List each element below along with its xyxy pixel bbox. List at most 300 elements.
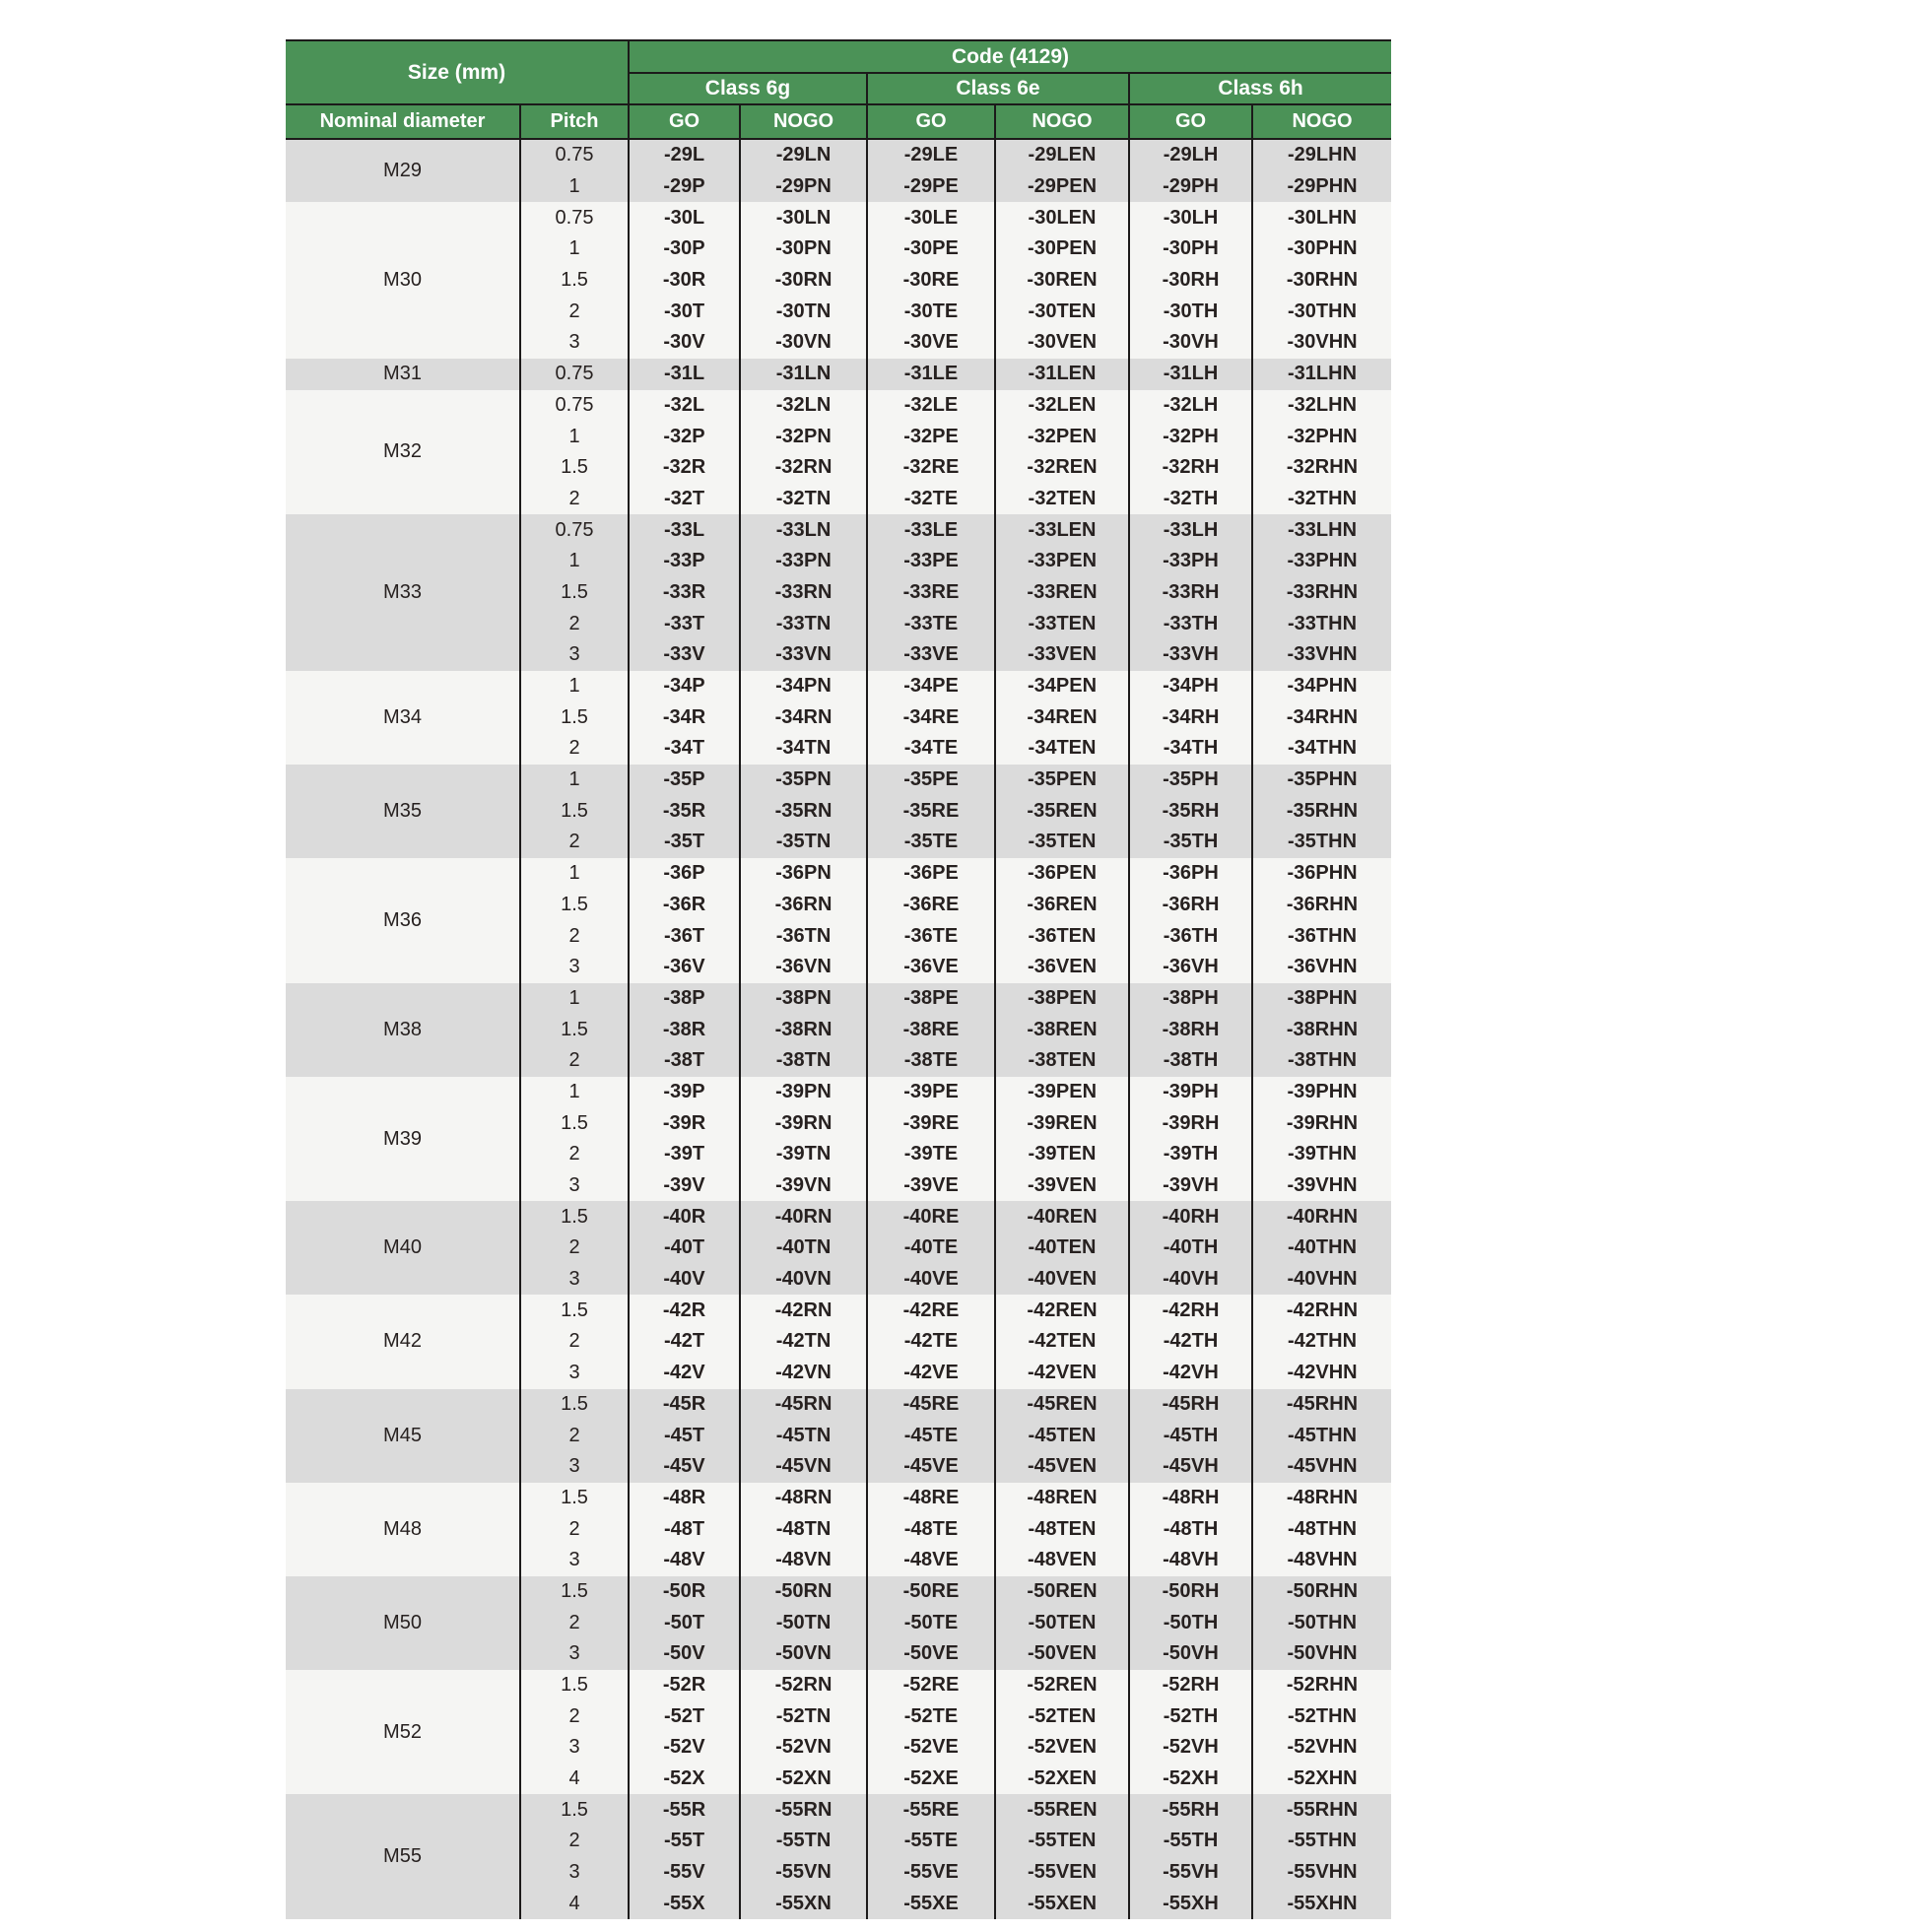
table-row	[286, 1389, 1391, 1421]
header-go-6e: GO	[867, 104, 995, 139]
go-6e-code-cell: -42VE	[867, 1358, 995, 1389]
go-6g-code-cell: -52X	[629, 1764, 740, 1795]
nogo-6h-code-cell: -33VHN	[1252, 639, 1391, 671]
pitch-cell: 0.75	[520, 202, 629, 233]
pitch-cell: 0.75	[520, 359, 629, 390]
nogo-6g-code-cell: -52XN	[740, 1764, 867, 1795]
pitch-cell: 1.5	[520, 1107, 629, 1139]
go-6h-code-cell: -30RH	[1129, 265, 1252, 297]
nogo-6e-code-cell: -33PEN	[995, 546, 1129, 577]
go-6h-code-cell: -50VH	[1129, 1638, 1252, 1670]
go-6e-code-cell: -34PE	[867, 671, 995, 702]
nogo-6g-code-cell: -45VN	[740, 1451, 867, 1483]
pitch-cell: 2	[520, 1420, 629, 1451]
nogo-6g-code-cell: -32RN	[740, 452, 867, 484]
go-6e-code-cell: -36RE	[867, 890, 995, 921]
go-6e-code-cell: -38RE	[867, 1014, 995, 1045]
nogo-6g-code-cell: -40RN	[740, 1201, 867, 1232]
nogo-6h-code-cell: -42RHN	[1252, 1295, 1391, 1326]
go-6g-code-cell: -52V	[629, 1732, 740, 1764]
go-6e-code-cell: -48RE	[867, 1483, 995, 1514]
header-size-mm: Size (mm)	[286, 40, 629, 104]
go-6g-code-cell: -34T	[629, 733, 740, 765]
nogo-6g-code-cell: -36TN	[740, 920, 867, 952]
nogo-6g-code-cell: -35PN	[740, 765, 867, 796]
nogo-6e-code-cell: -33VEN	[995, 639, 1129, 671]
go-6g-code-cell: -33T	[629, 608, 740, 639]
nogo-6e-code-cell: -30TEN	[995, 296, 1129, 327]
nogo-6h-code-cell: -38PHN	[1252, 983, 1391, 1015]
go-6h-code-cell: -32LH	[1129, 390, 1252, 422]
pitch-cell: 0.75	[520, 514, 629, 546]
go-6g-code-cell: -35R	[629, 795, 740, 827]
nogo-6g-code-cell: -48VN	[740, 1545, 867, 1576]
nogo-6e-code-cell: -52VEN	[995, 1732, 1129, 1764]
nogo-6g-code-cell: -42RN	[740, 1295, 867, 1326]
go-6e-code-cell: -33LE	[867, 514, 995, 546]
table-row	[286, 202, 1391, 233]
pitch-cell: 1.5	[520, 1794, 629, 1826]
header-row-titles	[286, 40, 1391, 73]
nogo-6h-code-cell: -52THN	[1252, 1700, 1391, 1732]
go-6g-code-cell: -50V	[629, 1638, 740, 1670]
nogo-6h-code-cell: -33THN	[1252, 608, 1391, 639]
go-6h-code-cell: -34PH	[1129, 671, 1252, 702]
nogo-6e-code-cell: -39PEN	[995, 1077, 1129, 1108]
nogo-6g-code-cell: -52VN	[740, 1732, 867, 1764]
table-row	[286, 765, 1391, 796]
nogo-6e-code-cell: -42REN	[995, 1295, 1129, 1326]
go-6e-code-cell: -34RE	[867, 701, 995, 733]
pitch-cell: 2	[520, 1232, 629, 1264]
go-6g-code-cell: -55V	[629, 1857, 740, 1889]
nogo-6e-code-cell: -33LEN	[995, 514, 1129, 546]
go-6g-code-cell: -39T	[629, 1139, 740, 1170]
pitch-cell: 2	[520, 1513, 629, 1545]
nogo-6h-code-cell: -36THN	[1252, 920, 1391, 952]
nogo-6e-code-cell: -32REN	[995, 452, 1129, 484]
nogo-6g-code-cell: -39RN	[740, 1107, 867, 1139]
go-6e-code-cell: -48TE	[867, 1513, 995, 1545]
table-row	[286, 1077, 1391, 1108]
go-6e-code-cell: -33TE	[867, 608, 995, 639]
nogo-6e-code-cell: -55VEN	[995, 1857, 1129, 1889]
go-6h-code-cell: -33RH	[1129, 577, 1252, 609]
nogo-6g-code-cell: -55RN	[740, 1794, 867, 1826]
nogo-6h-code-cell: -29PHN	[1252, 171, 1391, 203]
go-6g-code-cell: -52R	[629, 1670, 740, 1701]
go-6e-code-cell: -50TE	[867, 1607, 995, 1638]
pitch-cell: 2	[520, 733, 629, 765]
pitch-cell: 2	[520, 1700, 629, 1732]
nogo-6g-code-cell: -38TN	[740, 1045, 867, 1077]
diameter-cell: M45	[286, 1389, 520, 1483]
go-6h-code-cell: -33TH	[1129, 608, 1252, 639]
go-6h-code-cell: -48RH	[1129, 1483, 1252, 1514]
nogo-6g-code-cell: -38PN	[740, 983, 867, 1015]
go-6g-code-cell: -30V	[629, 327, 740, 359]
pitch-cell: 4	[520, 1889, 629, 1920]
nogo-6g-code-cell: -35RN	[740, 795, 867, 827]
go-6e-code-cell: -39TE	[867, 1139, 995, 1170]
go-6h-code-cell: -36VH	[1129, 952, 1252, 983]
nogo-6e-code-cell: -30LEN	[995, 202, 1129, 233]
pitch-cell: 1.5	[520, 577, 629, 609]
diameter-cell: M33	[286, 514, 520, 670]
go-6h-code-cell: -55TH	[1129, 1826, 1252, 1857]
go-6h-code-cell: -38TH	[1129, 1045, 1252, 1077]
nogo-6e-code-cell: -50TEN	[995, 1607, 1129, 1638]
go-6e-code-cell: -32TE	[867, 484, 995, 515]
pitch-cell: 1	[520, 233, 629, 265]
pitch-cell: 1.5	[520, 1576, 629, 1608]
go-6g-code-cell: -29L	[629, 139, 740, 171]
nogo-6e-code-cell: -38PEN	[995, 983, 1129, 1015]
nogo-6h-code-cell: -45THN	[1252, 1420, 1391, 1451]
nogo-6e-code-cell: -38TEN	[995, 1045, 1129, 1077]
go-6g-code-cell: -55R	[629, 1794, 740, 1826]
nogo-6h-code-cell: -48RHN	[1252, 1483, 1391, 1514]
nogo-6h-code-cell: -39THN	[1252, 1139, 1391, 1170]
nogo-6h-code-cell: -52XHN	[1252, 1764, 1391, 1795]
nogo-6g-code-cell: -30VN	[740, 327, 867, 359]
go-6h-code-cell: -45TH	[1129, 1420, 1252, 1451]
nogo-6g-code-cell: -38RN	[740, 1014, 867, 1045]
pitch-cell: 3	[520, 952, 629, 983]
header-pitch: Pitch	[520, 104, 629, 139]
nogo-6g-code-cell: -45RN	[740, 1389, 867, 1421]
pitch-cell: 1.5	[520, 1201, 629, 1232]
go-6e-code-cell: -29PE	[867, 171, 995, 203]
nogo-6h-code-cell: -30PHN	[1252, 233, 1391, 265]
pitch-cell: 2	[520, 920, 629, 952]
nogo-6g-code-cell: -30PN	[740, 233, 867, 265]
diameter-cell: M30	[286, 202, 520, 358]
nogo-6g-code-cell: -33PN	[740, 546, 867, 577]
nogo-6g-code-cell: -34TN	[740, 733, 867, 765]
go-6h-code-cell: -42TH	[1129, 1326, 1252, 1358]
table-row	[286, 1670, 1391, 1701]
header-nominal-diameter: Nominal diameter	[286, 104, 520, 139]
nogo-6h-code-cell: -30RHN	[1252, 265, 1391, 297]
pitch-cell: 1.5	[520, 1389, 629, 1421]
nogo-6h-code-cell: -45RHN	[1252, 1389, 1391, 1421]
nogo-6g-code-cell: -52RN	[740, 1670, 867, 1701]
nogo-6e-code-cell: -29LEN	[995, 139, 1129, 171]
pitch-cell: 1	[520, 765, 629, 796]
go-6e-code-cell: -39RE	[867, 1107, 995, 1139]
nogo-6e-code-cell: -52TEN	[995, 1700, 1129, 1732]
go-6e-code-cell: -32LE	[867, 390, 995, 422]
go-6h-code-cell: -45RH	[1129, 1389, 1252, 1421]
go-6g-code-cell: -30L	[629, 202, 740, 233]
go-6g-code-cell: -45R	[629, 1389, 740, 1421]
nogo-6e-code-cell: -30PEN	[995, 233, 1129, 265]
nogo-6g-code-cell: -30RN	[740, 265, 867, 297]
table-body	[286, 139, 1391, 1919]
nogo-6h-code-cell: -39RHN	[1252, 1107, 1391, 1139]
go-6h-code-cell: -38PH	[1129, 983, 1252, 1015]
go-6e-code-cell: -45TE	[867, 1420, 995, 1451]
nogo-6h-code-cell: -38THN	[1252, 1045, 1391, 1077]
header-go-6h: GO	[1129, 104, 1252, 139]
nogo-6e-code-cell: -39VEN	[995, 1170, 1129, 1202]
pitch-cell: 1	[520, 983, 629, 1015]
header-class-6h: Class 6h	[1129, 73, 1391, 104]
go-6h-code-cell: -50TH	[1129, 1607, 1252, 1638]
nogo-6g-code-cell: -50RN	[740, 1576, 867, 1608]
go-6g-code-cell: -48T	[629, 1513, 740, 1545]
pitch-cell: 3	[520, 1264, 629, 1296]
nogo-6g-code-cell: -34RN	[740, 701, 867, 733]
go-6g-code-cell: -35T	[629, 827, 740, 858]
go-6g-code-cell: -48R	[629, 1483, 740, 1514]
go-6e-code-cell: -48VE	[867, 1545, 995, 1576]
nogo-6g-code-cell: -32TN	[740, 484, 867, 515]
go-6e-code-cell: -52XE	[867, 1764, 995, 1795]
nogo-6e-code-cell: -34PEN	[995, 671, 1129, 702]
header-nogo-6g: NOGO	[740, 104, 867, 139]
pitch-cell: 2	[520, 484, 629, 515]
nogo-6e-code-cell: -31LEN	[995, 359, 1129, 390]
table-row	[286, 1201, 1391, 1232]
nogo-6h-code-cell: -32LHN	[1252, 390, 1391, 422]
pitch-cell: 3	[520, 1732, 629, 1764]
go-6h-code-cell: -39VH	[1129, 1170, 1252, 1202]
go-6g-code-cell: -36V	[629, 952, 740, 983]
nogo-6e-code-cell: -52XEN	[995, 1764, 1129, 1795]
go-6e-code-cell: -36VE	[867, 952, 995, 983]
diameter-cell: M29	[286, 139, 520, 202]
diameter-cell: M52	[286, 1670, 520, 1795]
diameter-cell: M31	[286, 359, 520, 390]
go-6g-code-cell: -42R	[629, 1295, 740, 1326]
pitch-cell: 1.5	[520, 1295, 629, 1326]
nogo-6e-code-cell: -39REN	[995, 1107, 1129, 1139]
nogo-6e-code-cell: -36TEN	[995, 920, 1129, 952]
nogo-6e-code-cell: -52REN	[995, 1670, 1129, 1701]
diameter-cell: M35	[286, 765, 520, 858]
go-6h-code-cell: -33VH	[1129, 639, 1252, 671]
go-6h-code-cell: -55VH	[1129, 1857, 1252, 1889]
pitch-cell: 2	[520, 1607, 629, 1638]
go-6h-code-cell: -52TH	[1129, 1700, 1252, 1732]
pitch-cell: 1.5	[520, 890, 629, 921]
nogo-6g-code-cell: -39TN	[740, 1139, 867, 1170]
nogo-6g-code-cell: -36RN	[740, 890, 867, 921]
pitch-cell: 1.5	[520, 452, 629, 484]
pitch-cell: 0.75	[520, 139, 629, 171]
nogo-6g-code-cell: -32LN	[740, 390, 867, 422]
nogo-6e-code-cell: -45REN	[995, 1389, 1129, 1421]
go-6g-code-cell: -33V	[629, 639, 740, 671]
nogo-6e-code-cell: -45TEN	[995, 1420, 1129, 1451]
pitch-cell: 1	[520, 421, 629, 452]
go-6e-code-cell: -52RE	[867, 1670, 995, 1701]
nogo-6h-code-cell: -38RHN	[1252, 1014, 1391, 1045]
nogo-6h-code-cell: -48THN	[1252, 1513, 1391, 1545]
table-row	[286, 983, 1391, 1015]
go-6e-code-cell: -55RE	[867, 1794, 995, 1826]
nogo-6h-code-cell: -40VHN	[1252, 1264, 1391, 1296]
nogo-6g-code-cell: -31LN	[740, 359, 867, 390]
nogo-6e-code-cell: -35REN	[995, 795, 1129, 827]
nogo-6e-code-cell: -42TEN	[995, 1326, 1129, 1358]
nogo-6h-code-cell: -42THN	[1252, 1326, 1391, 1358]
nogo-6e-code-cell: -34REN	[995, 701, 1129, 733]
go-6g-code-cell: -30P	[629, 233, 740, 265]
pitch-cell: 2	[520, 827, 629, 858]
pitch-cell: 3	[520, 1638, 629, 1670]
go-6h-code-cell: -34TH	[1129, 733, 1252, 765]
nogo-6h-code-cell: -30THN	[1252, 296, 1391, 327]
go-6h-code-cell: -33PH	[1129, 546, 1252, 577]
nogo-6g-code-cell: -39VN	[740, 1170, 867, 1202]
nogo-6g-code-cell: -36PN	[740, 858, 867, 890]
nogo-6g-code-cell: -40TN	[740, 1232, 867, 1264]
nogo-6e-code-cell: -35PEN	[995, 765, 1129, 796]
nogo-6h-code-cell: -31LHN	[1252, 359, 1391, 390]
go-6e-code-cell: -55VE	[867, 1857, 995, 1889]
pitch-cell: 4	[520, 1764, 629, 1795]
go-6e-code-cell: -36PE	[867, 858, 995, 890]
go-6g-code-cell: -39R	[629, 1107, 740, 1139]
nogo-6h-code-cell: -34THN	[1252, 733, 1391, 765]
go-6e-code-cell: -50VE	[867, 1638, 995, 1670]
nogo-6e-code-cell: -30VEN	[995, 327, 1129, 359]
nogo-6e-code-cell: -35TEN	[995, 827, 1129, 858]
go-6g-code-cell: -33R	[629, 577, 740, 609]
go-6g-code-cell: -55T	[629, 1826, 740, 1857]
go-6h-code-cell: -30TH	[1129, 296, 1252, 327]
nogo-6g-code-cell: -30TN	[740, 296, 867, 327]
pitch-cell: 1.5	[520, 795, 629, 827]
nogo-6h-code-cell: -36PHN	[1252, 858, 1391, 890]
go-6e-code-cell: -30VE	[867, 327, 995, 359]
go-6h-code-cell: -42RH	[1129, 1295, 1252, 1326]
nogo-6e-code-cell: -48TEN	[995, 1513, 1129, 1545]
pitch-cell: 1.5	[520, 1014, 629, 1045]
go-6e-code-cell: -29LE	[867, 139, 995, 171]
go-6h-code-cell: -32RH	[1129, 452, 1252, 484]
go-6g-code-cell: -52T	[629, 1700, 740, 1732]
nogo-6h-code-cell: -35RHN	[1252, 795, 1391, 827]
go-6h-code-cell: -30LH	[1129, 202, 1252, 233]
go-6g-code-cell: -42T	[629, 1326, 740, 1358]
nogo-6e-code-cell: -48VEN	[995, 1545, 1129, 1576]
nogo-6h-code-cell: -50VHN	[1252, 1638, 1391, 1670]
go-6h-code-cell: -29PH	[1129, 171, 1252, 203]
go-6h-code-cell: -32PH	[1129, 421, 1252, 452]
go-6h-code-cell: -39PH	[1129, 1077, 1252, 1108]
go-6h-code-cell: -31LH	[1129, 359, 1252, 390]
nogo-6h-code-cell: -52VHN	[1252, 1732, 1391, 1764]
go-6e-code-cell: -30LE	[867, 202, 995, 233]
go-6g-code-cell: -40R	[629, 1201, 740, 1232]
nogo-6e-code-cell: -42VEN	[995, 1358, 1129, 1389]
go-6h-code-cell: -40VH	[1129, 1264, 1252, 1296]
nogo-6g-code-cell: -33TN	[740, 608, 867, 639]
go-6h-code-cell: -38RH	[1129, 1014, 1252, 1045]
table-row	[286, 1295, 1391, 1326]
go-6g-code-cell: -32R	[629, 452, 740, 484]
nogo-6g-code-cell: -50VN	[740, 1638, 867, 1670]
go-6g-code-cell: -55X	[629, 1889, 740, 1920]
go-6e-code-cell: -32PE	[867, 421, 995, 452]
go-6e-code-cell: -30TE	[867, 296, 995, 327]
nogo-6h-code-cell: -39PHN	[1252, 1077, 1391, 1108]
nogo-6g-code-cell: -33RN	[740, 577, 867, 609]
nogo-6h-code-cell: -35PHN	[1252, 765, 1391, 796]
nogo-6h-code-cell: -36VHN	[1252, 952, 1391, 983]
nogo-6h-code-cell: -32RHN	[1252, 452, 1391, 484]
go-6e-code-cell: -40RE	[867, 1201, 995, 1232]
nogo-6e-code-cell: -32PEN	[995, 421, 1129, 452]
pitch-cell: 1.5	[520, 1483, 629, 1514]
go-6e-code-cell: -35PE	[867, 765, 995, 796]
table-row	[286, 858, 1391, 890]
nogo-6h-code-cell: -34PHN	[1252, 671, 1391, 702]
table-row	[286, 1794, 1391, 1826]
nogo-6h-code-cell: -34RHN	[1252, 701, 1391, 733]
go-6e-code-cell: -33VE	[867, 639, 995, 671]
go-6h-code-cell: -39RH	[1129, 1107, 1252, 1139]
nogo-6h-code-cell: -33LHN	[1252, 514, 1391, 546]
go-6h-code-cell: -39TH	[1129, 1139, 1252, 1170]
pitch-cell: 2	[520, 1045, 629, 1077]
nogo-6e-code-cell: -36REN	[995, 890, 1129, 921]
header-nogo-6e: NOGO	[995, 104, 1129, 139]
nogo-6g-code-cell: -48RN	[740, 1483, 867, 1514]
nogo-6g-code-cell: -52TN	[740, 1700, 867, 1732]
pitch-cell: 1	[520, 546, 629, 577]
go-6g-code-cell: -32P	[629, 421, 740, 452]
table-row	[286, 671, 1391, 702]
go-6g-code-cell: -48V	[629, 1545, 740, 1576]
nogo-6h-code-cell: -30LHN	[1252, 202, 1391, 233]
go-6e-code-cell: -38TE	[867, 1045, 995, 1077]
go-6e-code-cell: -33PE	[867, 546, 995, 577]
nogo-6g-code-cell: -42TN	[740, 1326, 867, 1358]
nogo-6h-code-cell: -55VHN	[1252, 1857, 1391, 1889]
nogo-6e-code-cell: -55REN	[995, 1794, 1129, 1826]
nogo-6h-code-cell: -55XHN	[1252, 1889, 1391, 1920]
nogo-6e-code-cell: -29PEN	[995, 171, 1129, 203]
header-class-6g: Class 6g	[629, 73, 867, 104]
nogo-6e-code-cell: -55TEN	[995, 1826, 1129, 1857]
go-6h-code-cell: -36PH	[1129, 858, 1252, 890]
header-nogo-6h: NOGO	[1252, 104, 1391, 139]
go-6g-code-cell: -33L	[629, 514, 740, 546]
go-6e-code-cell: -33RE	[867, 577, 995, 609]
table-row	[286, 139, 1391, 171]
pitch-cell: 2	[520, 608, 629, 639]
nogo-6g-code-cell: -35TN	[740, 827, 867, 858]
nogo-6g-code-cell: -36VN	[740, 952, 867, 983]
table-row	[286, 359, 1391, 390]
nogo-6g-code-cell: -30LN	[740, 202, 867, 233]
pitch-cell: 3	[520, 327, 629, 359]
thread-gauge-code-table	[286, 39, 1391, 1919]
go-6e-code-cell: -45RE	[867, 1389, 995, 1421]
nogo-6e-code-cell: -39TEN	[995, 1139, 1129, 1170]
pitch-cell: 1	[520, 171, 629, 203]
go-6h-code-cell: -48VH	[1129, 1545, 1252, 1576]
nogo-6g-code-cell: -40VN	[740, 1264, 867, 1296]
go-6h-code-cell: -45VH	[1129, 1451, 1252, 1483]
nogo-6h-code-cell: -50RHN	[1252, 1576, 1391, 1608]
go-6g-code-cell: -40V	[629, 1264, 740, 1296]
